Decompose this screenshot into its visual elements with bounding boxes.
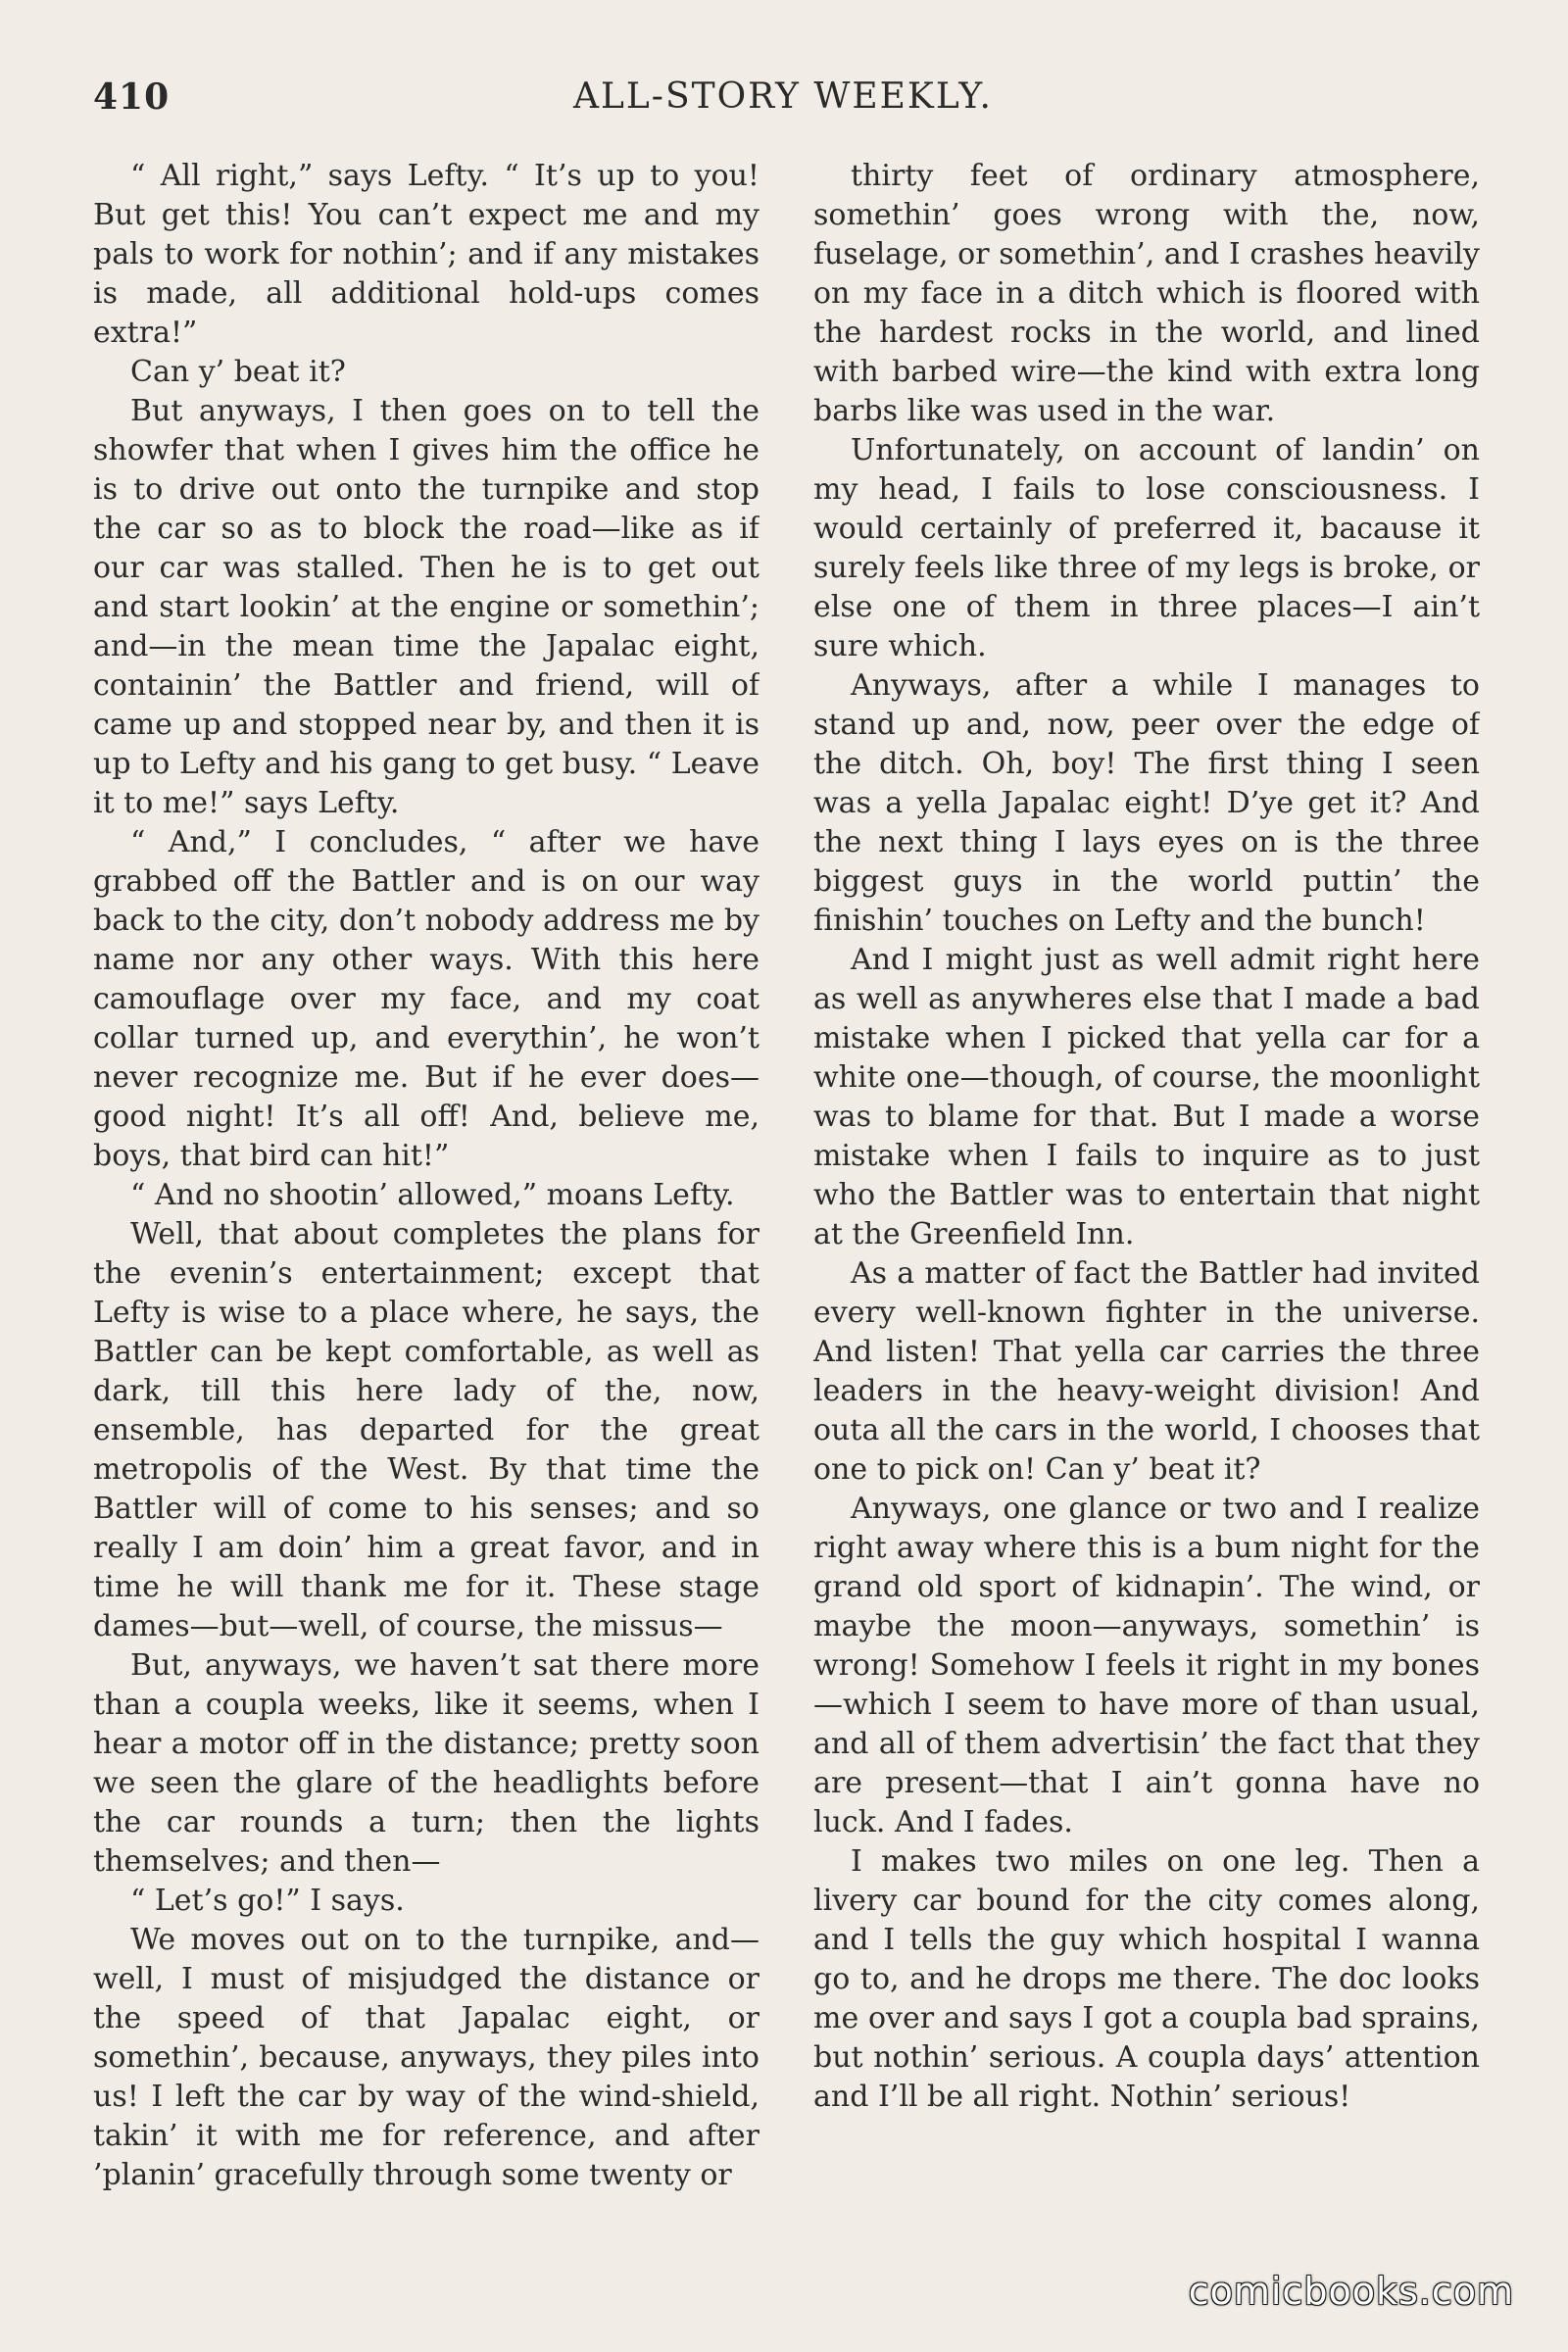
paragraph: I makes two miles on one leg. Then a livery car bound for the city comes along, and I tells the guy which hospital I wanna go to, and he drops me there. The doc looks me over and says I got a coupla bad sprains, but nothin’ serious. A coupla days’ attention and I’ll be all right. Nothin’ serious! [813, 1844, 1480, 2114]
paragraph: “ All right,” says Lefty. “ It’s up to you! But get this! You can’t expect me and my pals to work for nothin’; and if any mistakes is made, all additional hold-ups comes extra!” [93, 159, 760, 350]
paragraph: thirty feet of ordinary atmosphere, somethin’ goes wrong with the, now, fuselage, or somethin’, and I crashes heavily on my face in a ditch which is floored with the hardest rocks in the world, and lined with barbed wire—the kind with extra long barbs like was used in the war. [813, 159, 1480, 428]
left-column [93, 157, 760, 2264]
paragraph: “ And no shootin’ allowed,” moans Lefty. [130, 1178, 735, 1212]
paragraph: As a matter of fact the Battler had invited every well-known fighter in the universe. And listen! That yella car carries the three leaders in the heavy-weight division! And outa all the cars in the world, I chooses that one to pick on! Can y’ beat it? [813, 1256, 1480, 1487]
paragraph: But, anyways, we haven’t sat there more than a coupla weeks, like it seems, when I hear a motor off in the distance; pretty soon we seen the glare of the headlights before the car rounds a turn; then the lights themselves; and then— [93, 1648, 760, 1879]
paragraph: Can y’ beat it? [130, 355, 346, 389]
paragraph: But anyways, I then goes on to tell the showfer that when I gives him the office he is to drive out onto the turnpike and stop the car so as to block the road—like as if our car was stalled. Then he is to get out and start lookin’ at the engine or somethin’; and—in the mean time the Japalac eight, containin’ the Battler and friend, will of came up and stopped near by, and then it is up to Lefty and his gang to get busy. “ Leave it to me!” says Lefty. [93, 394, 760, 820]
paragraph: “ And,” I concludes, “ after we have grabbed off the Battler and is on our way back to the city, don’t nobody address me by name nor any other ways. With this here camouflage over my face, and my coat collar turned up, and everythin’, he won’t never recognize me. But if he ever does—good night! It’s all off! And, believe me, boys, that bird can hit!” [93, 825, 760, 1173]
running-title: ALL-STORY WEEKLY. [573, 76, 993, 117]
right-column [813, 157, 1480, 2264]
text-columns [93, 157, 1480, 2264]
paragraph: “ Let’s go!” I says. [130, 1884, 405, 1918]
paragraph: We moves out on to the turnpike, and—well, I must of misjudged the distance or the speed of that Japalac eight, or somethin’, because, anyways, they piles into us! I left the car by way of the wind-shield, takin’ it with me for reference, and after ’planin’ gracefully through some twenty or [93, 1923, 760, 2192]
paragraph: Anyways, one glance or two and I realize right away where this is a bum night for the grand old sport of kidnapin’. The wind, or maybe the moon—anyways, somethin’ is wrong! Somehow I feels it right in my bones—which I seem to have more of than usual, and all of them advertisin’ the fact that they are present—that I ain’t gonna have no luck. And I fades. [813, 1492, 1480, 1839]
page-number: 410 [93, 76, 171, 118]
paragraph: Well, that about completes the plans for the evenin’s entertainment; except that Lefty is wise to a place where, he says, the Battler can be kept comfortable, as well as dark, till this here lady of the, now, ensemble, has departed for the great metropolis of the West. By that time the Battler will of come to his senses; and so really I am doin’ him a great favor, and in time he will thank me for it. These stage dames—but—well, of course, the missus— [93, 1217, 760, 1643]
page-header [93, 69, 1475, 127]
watermark: comicbooks.com [1188, 2270, 1514, 2313]
paragraph: And I might just as well admit right here as well as anywheres else that I made a bad mistake when I picked that yella car for a white one—though, of course, the moonlight was to blame for that. But I made a worse mistake when I fails to inquire as to just who the Battler was to entertain that night at the Greenfield Inn. [813, 943, 1480, 1251]
paragraph: Unfortunately, on account of landin’ on my head, I fails to lose consciousness. I would certainly of preferred it, bacause it surely feels like three of my legs is broke, or else one of them in three places—I ain’t sure which. [813, 433, 1480, 663]
paragraph: Anyways, after a while I manages to stand up and, now, peer over the edge of the ditch. Oh, boy! The first thing I seen was a yella Japalac eight! D’ye get it? And the next thing I lays eyes on is the three biggest guys in the world puttin’ the finishin’ touches on Lefty and the bunch! [813, 668, 1480, 938]
